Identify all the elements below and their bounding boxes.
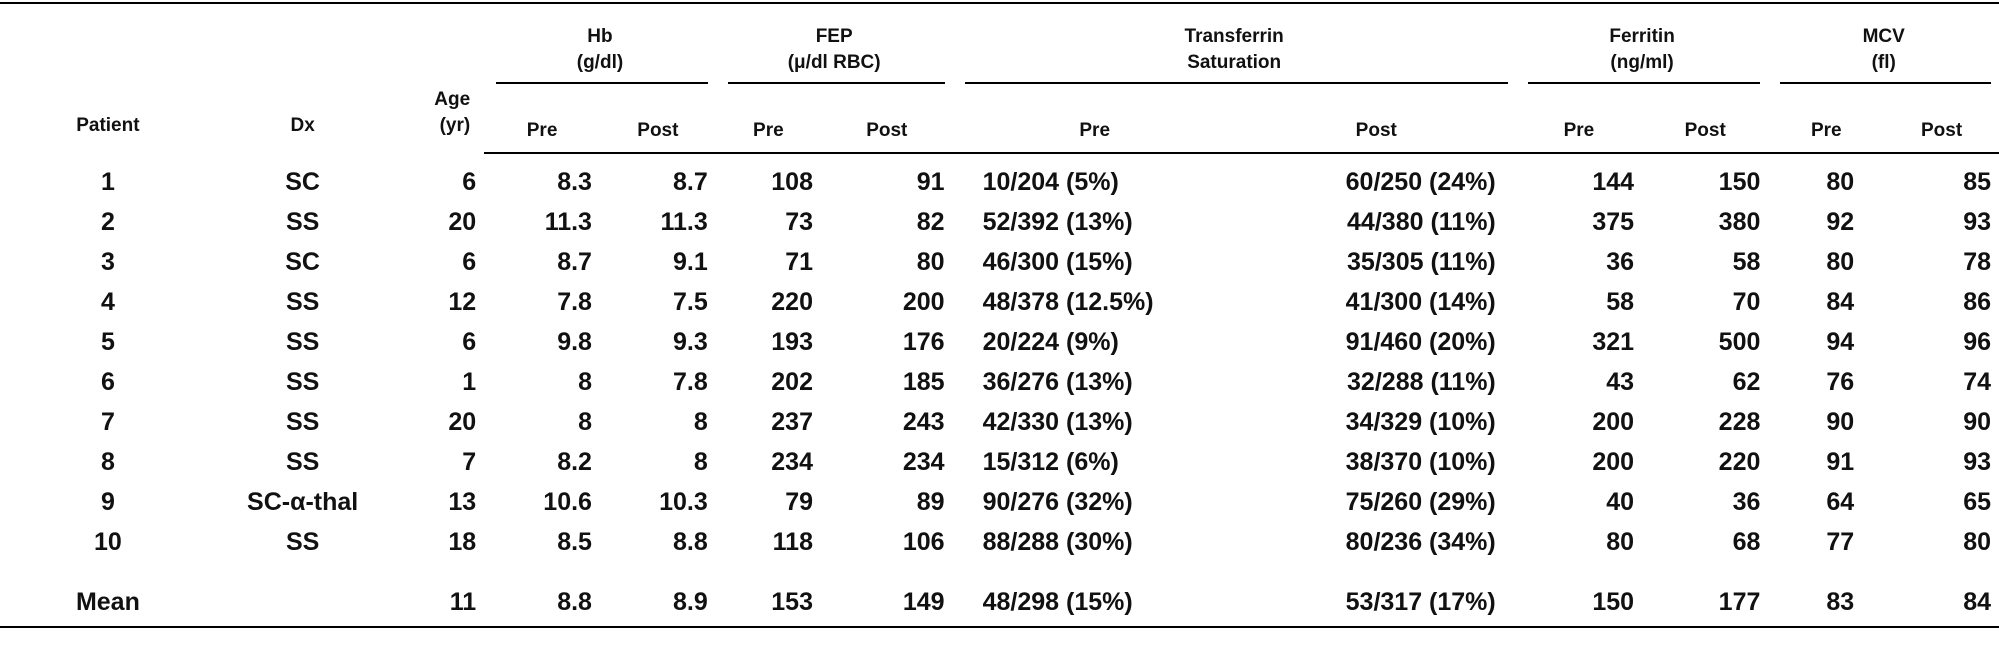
header-mcv: MCV (fl)	[1768, 3, 1999, 84]
cell-hb-pre: 8.3	[557, 168, 592, 196]
cell-hb-post: 7.5	[672, 288, 708, 316]
table-row	[0, 442, 1999, 482]
cell-ferritin-post: 68	[1732, 528, 1761, 556]
cell-ferritin-post: 62	[1732, 368, 1761, 396]
cell-fep-post: 80	[916, 248, 945, 276]
cell-ferritin-pre: 58	[1606, 288, 1635, 316]
cell-ferritin-pre: 43	[1606, 368, 1635, 396]
cell-age: 6	[462, 167, 477, 196]
cell-dx: SS	[285, 448, 320, 476]
header-ts-post: Post	[1237, 84, 1516, 153]
cell-age: 11	[449, 588, 477, 616]
cell-mcv-post: 80	[1963, 528, 1991, 556]
header-row-groups	[0, 3, 1999, 84]
cell-ferritin-pre: 144	[1592, 168, 1635, 196]
cell-hb-pre: 8.8	[557, 588, 592, 616]
cell-patient: 9	[100, 488, 115, 516]
cell-ferritin-pre: 40	[1606, 488, 1635, 516]
cell-ts-post: 34/329 (10%)	[1345, 408, 1496, 436]
cell-dx: SC	[285, 167, 320, 196]
cell-ts-pre: 88/288 (30%)	[982, 528, 1133, 556]
cell-ferritin-post: 70	[1732, 288, 1761, 316]
data-table	[0, 2, 1999, 628]
cell-ts-pre: 42/330 (13%)	[982, 408, 1133, 436]
cell-ts-pre: 48/378 (12.5%)	[982, 288, 1154, 316]
cell-ts-pre: 15/312 (6%)	[982, 448, 1119, 476]
cell-hb-pre: 9.8	[557, 328, 592, 356]
cell-age: 20	[448, 408, 477, 436]
table-row	[0, 282, 1999, 322]
table-body	[0, 153, 1999, 627]
table-row	[0, 202, 1999, 242]
cell-fep-pre: 73	[785, 208, 813, 236]
cell-mcv-post: 93	[1963, 208, 1991, 236]
cell-ts-post: 41/300 (14%)	[1345, 288, 1496, 316]
cell-dx: SS	[285, 288, 320, 316]
cell-age: 7	[462, 448, 477, 476]
table-row	[0, 522, 1999, 566]
cell-hb-post: 8	[693, 408, 708, 436]
cell-fep-pre: 237	[771, 408, 813, 436]
cell-ts-post: 38/370 (10%)	[1345, 448, 1496, 476]
cell-ferritin-post: 500	[1718, 328, 1761, 356]
cell-ts-post: 75/260 (29%)	[1345, 488, 1496, 516]
cell-ts-pre: 46/300 (15%)	[982, 248, 1133, 276]
cell-patient: 5	[100, 328, 115, 356]
cell-hb-post: 8	[693, 448, 708, 476]
header-ferritin: Ferritin (ng/ml)	[1516, 3, 1769, 84]
cell-patient: 4	[100, 288, 115, 316]
cell-mcv-pre: 91	[1826, 448, 1855, 476]
cell-ts-post: 80/236 (34%)	[1345, 528, 1496, 556]
cell-mcv-pre: 64	[1826, 488, 1855, 516]
cell-mcv-pre: 94	[1826, 328, 1855, 356]
cell-fep-post: 243	[902, 408, 945, 436]
header-transferrin: Transferrin Saturation	[953, 3, 1516, 84]
cell-mcv-pre: 90	[1826, 408, 1855, 436]
cell-dx: SS	[285, 328, 320, 356]
cell-mcv-post: 93	[1963, 448, 1991, 476]
header-fep: FEP (μ/dl RBC)	[716, 3, 953, 84]
cell-fep-pre: 71	[785, 248, 813, 276]
cell-ts-pre: 90/276 (32%)	[982, 488, 1133, 516]
cell-hb-post: 11.3	[660, 208, 708, 236]
header-patient: Patient	[76, 115, 140, 136]
header-mcv-post: Post	[1884, 84, 1999, 153]
cell-mcv-post: 96	[1963, 328, 1991, 356]
cell-fep-post: 91	[916, 168, 945, 196]
header-dx: Dx	[290, 115, 315, 136]
cell-hb-pre: 8	[578, 368, 592, 396]
cell-ts-pre: 10/204 (5%)	[982, 168, 1119, 196]
cell-ferritin-pre: 375	[1592, 208, 1635, 236]
cell-mcv-pre: 77	[1826, 528, 1855, 556]
cell-fep-post: 149	[902, 588, 945, 616]
cell-patient: 1	[100, 167, 115, 196]
cell-hb-pre: 8.7	[557, 248, 592, 276]
cell-fep-pre: 118	[772, 528, 813, 556]
table-row	[0, 153, 1999, 202]
cell-ferritin-post: 36	[1732, 488, 1761, 516]
cell-fep-post: 200	[902, 288, 945, 316]
cell-mcv-pre: 80	[1826, 168, 1855, 196]
cell-mcv-post: 84	[1963, 588, 1991, 616]
cell-dx: SS	[285, 368, 320, 396]
cell-hb-pre: 8.2	[557, 448, 592, 476]
cell-hb-post: 8.7	[672, 168, 708, 196]
cell-mcv-post: 86	[1963, 288, 1991, 316]
cell-hb-pre: 8	[578, 408, 592, 436]
cell-age: 18	[448, 528, 477, 556]
cell-hb-post: 8.8	[672, 528, 708, 556]
table-row-mean	[0, 566, 1999, 627]
cell-ferritin-pre: 36	[1606, 248, 1635, 276]
cell-hb-pre: 7.8	[557, 288, 592, 316]
cell-ts-pre: 36/276 (13%)	[982, 368, 1133, 396]
cell-ts-post: 44/380 (11%)	[1347, 208, 1496, 236]
cell-fep-pre: 202	[771, 368, 813, 396]
cell-mcv-pre: 76	[1826, 368, 1855, 396]
table-row	[0, 482, 1999, 522]
cell-fep-post: 234	[902, 448, 945, 476]
cell-hb-post: 9.3	[672, 328, 708, 356]
cell-age: 1	[462, 368, 477, 396]
cell-mcv-pre: 92	[1826, 208, 1855, 236]
cell-age: 13	[448, 488, 477, 516]
table-row	[0, 402, 1999, 442]
cell-ferritin-pre: 200	[1592, 448, 1635, 476]
header-mcv-pre: Pre	[1768, 84, 1884, 153]
cell-mcv-post: 85	[1963, 168, 1991, 196]
cell-ts-post: 91/460 (20%)	[1345, 328, 1496, 356]
cell-age: 6	[462, 328, 477, 356]
cell-hb-post: 8.9	[672, 588, 708, 616]
cell-fep-pre: 220	[771, 288, 813, 316]
cell-dx: SC	[285, 248, 320, 276]
cell-dx: SS	[285, 408, 320, 436]
cell-ts-post: 53/317 (17%)	[1345, 588, 1496, 616]
header-ferritin-pre: Pre	[1516, 84, 1642, 153]
cell-patient: 6	[100, 368, 115, 396]
cell-mcv-pre: 84	[1826, 288, 1855, 316]
cell-fep-post: 106	[902, 528, 945, 556]
table-row	[0, 242, 1999, 282]
cell-ferritin-post: 150	[1718, 168, 1761, 196]
cell-ferritin-pre: 321	[1592, 328, 1635, 356]
cell-hb-pre: 10.6	[543, 488, 592, 516]
cell-ts-post: 35/305 (11%)	[1347, 248, 1496, 276]
cell-mcv-post: 90	[1963, 408, 1991, 436]
cell-patient: 10	[93, 528, 122, 556]
header-hb-post: Post	[600, 84, 716, 153]
cell-ferritin-post: 58	[1732, 248, 1761, 276]
cell-age: 12	[448, 288, 477, 316]
cell-fep-post: 82	[916, 208, 945, 236]
cell-hb-post: 9.1	[672, 248, 708, 276]
cell-fep-pre: 234	[771, 448, 813, 476]
cell-patient: 7	[100, 408, 115, 436]
cell-dx: SS	[285, 528, 320, 556]
cell-ferritin-post: 228	[1718, 408, 1761, 436]
header-ts-pre: Pre	[953, 84, 1237, 153]
cell-ferritin-pre: 80	[1606, 528, 1635, 556]
header-hb-pre: Pre	[484, 84, 600, 153]
cell-age: 20	[448, 208, 477, 236]
cell-dx: SC-α-thal	[247, 488, 359, 516]
cell-ts-pre: 52/392 (13%)	[982, 208, 1133, 236]
cell-fep-post: 176	[902, 328, 945, 356]
cell-ts-post: 60/250 (24%)	[1345, 168, 1496, 196]
cell-mcv-post: 65	[1963, 488, 1991, 516]
cell-ferritin-pre: 200	[1592, 408, 1635, 436]
cell-hb-post: 10.3	[659, 488, 708, 516]
header-age: Age (yr)	[434, 89, 471, 136]
cell-hb-pre: 11.3	[544, 208, 592, 236]
cell-dx: SS	[285, 208, 320, 236]
cell-hb-pre: 8.5	[557, 528, 592, 556]
cell-ferritin-post: 177	[1718, 588, 1761, 616]
cell-patient: 3	[100, 248, 115, 276]
cell-ferritin-post: 220	[1718, 448, 1761, 476]
cell-fep-pre: 193	[771, 328, 813, 356]
cell-mcv-pre: 80	[1826, 248, 1855, 276]
header-hb: Hb (g/dl)	[484, 3, 716, 84]
header-fep-pre: Pre	[716, 84, 821, 153]
table-row	[0, 322, 1999, 362]
cell-fep-post: 89	[916, 488, 945, 516]
cell-mcv-post: 74	[1963, 368, 1991, 396]
cell-ferritin-post: 380	[1718, 208, 1761, 236]
cell-ts-pre: 48/298 (15%)	[982, 588, 1133, 616]
cell-ts-post: 32/288 (11%)	[1347, 368, 1496, 396]
header-fep-post: Post	[821, 84, 953, 153]
cell-fep-pre: 79	[785, 488, 813, 516]
table-row	[0, 362, 1999, 402]
header-ferritin-post: Post	[1642, 84, 1768, 153]
cell-patient: 8	[100, 448, 115, 476]
cell-fep-pre: 108	[771, 168, 813, 196]
cell-patient: 2	[100, 208, 115, 236]
cell-age: 6	[462, 248, 477, 276]
cell-mcv-pre: 83	[1826, 588, 1855, 616]
cell-fep-post: 185	[902, 368, 945, 396]
cell-hb-post: 7.8	[672, 368, 708, 396]
cell-patient: Mean	[75, 588, 140, 616]
cell-fep-pre: 153	[771, 588, 813, 616]
cell-dx	[216, 566, 390, 627]
cell-ferritin-pre: 150	[1592, 588, 1635, 616]
cell-ts-pre: 20/224 (9%)	[982, 328, 1119, 356]
cell-mcv-post: 78	[1963, 248, 1991, 276]
